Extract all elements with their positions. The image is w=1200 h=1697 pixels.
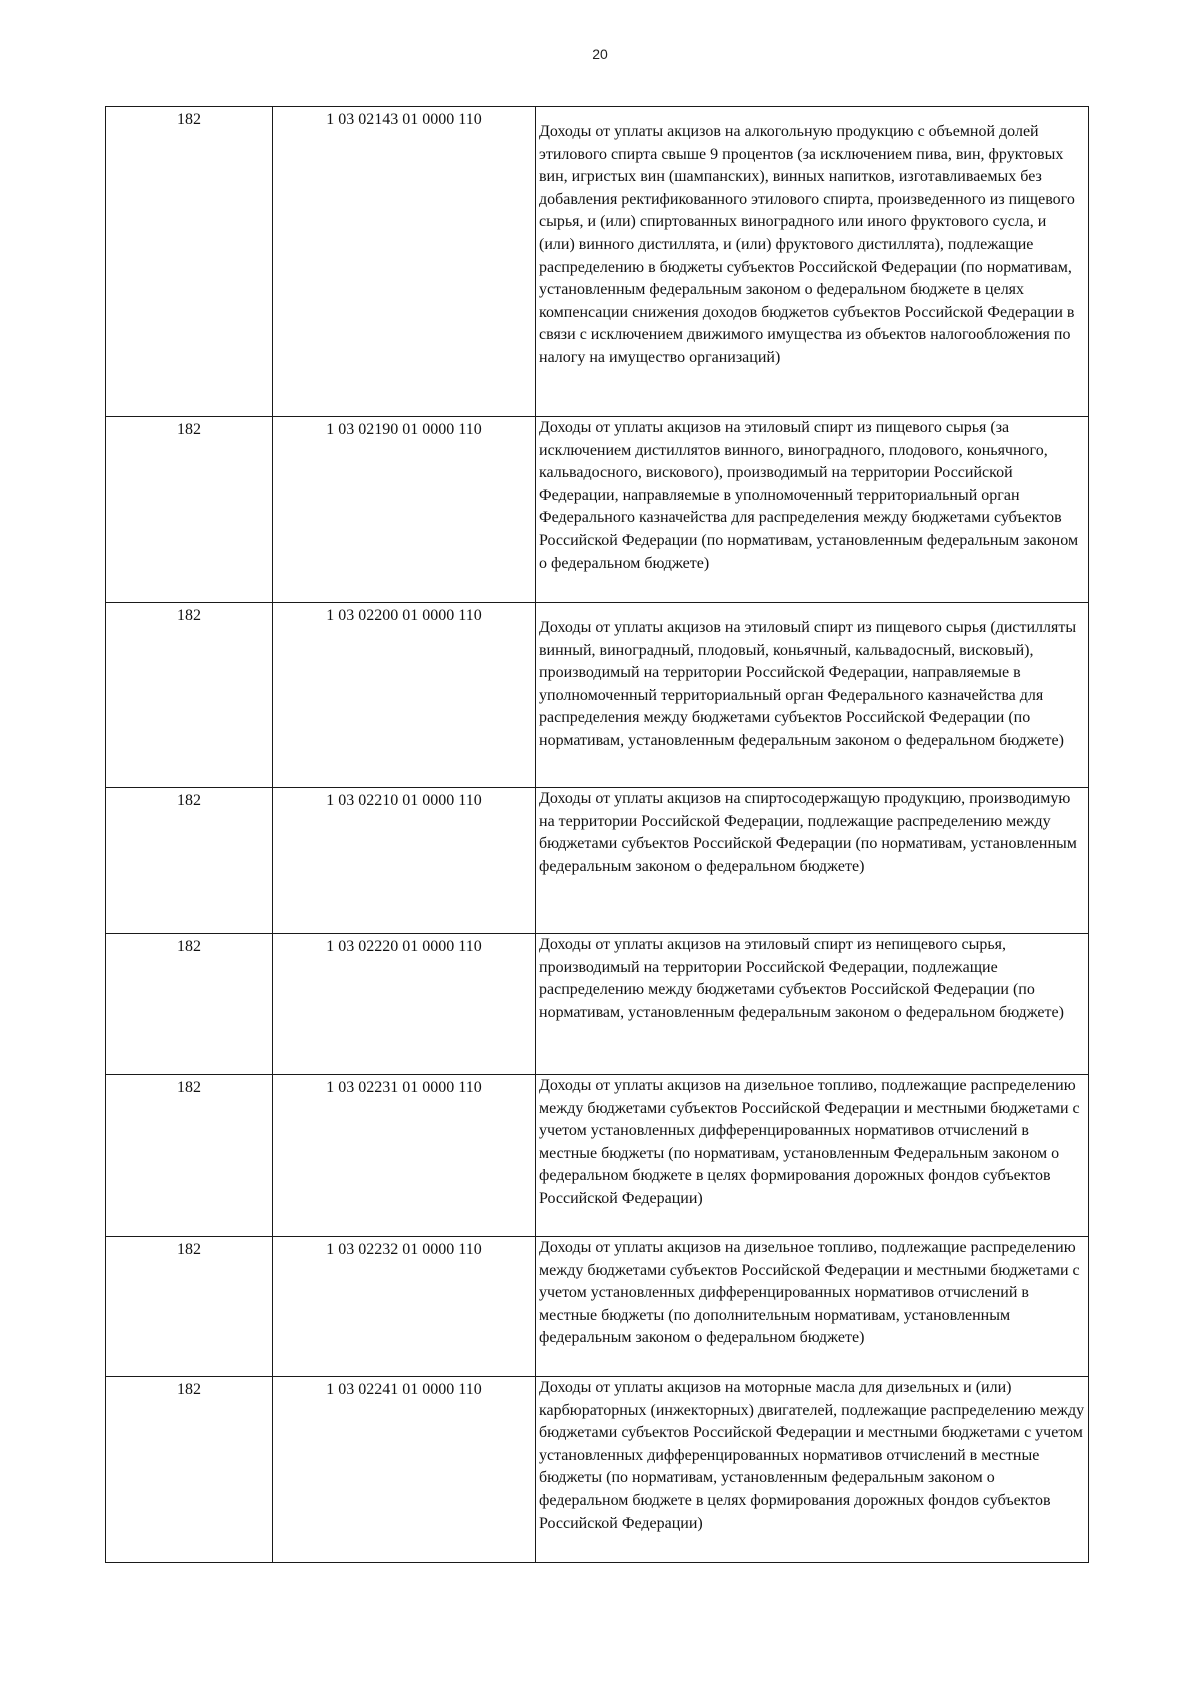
table-row xyxy=(106,1237,1089,1377)
admin-code-cell: 182 xyxy=(106,1377,273,1563)
table-row xyxy=(106,603,1089,788)
description-cell: Доходы от уплаты акцизов на спиртосодержащую продукцию, производимую на территории Российской Федерации, подлежащие распределению между бюджетами субъектов Российской Федерации (по нормативам, установленным федеральным законом о федеральном бюджете) xyxy=(536,788,1089,934)
admin-code-cell: 182 xyxy=(106,417,273,603)
description-cell: Доходы от уплаты акцизов на этиловый спирт из пищевого сырья (за исключением дистиллятов винного, виноградного, плодового, коньячного, кальвадосного, вискового), производимый на территории Российской Федерации, направляемые в уполномоченный территориальный орган Федерального казначейства для распределения между бюджетами субъектов Российской Федерации (по нормативам, установленным федеральным законом о федеральном бюджете) xyxy=(536,417,1089,603)
page-number: 20 xyxy=(592,46,608,62)
budget-classification-code-cell: 1 03 02190 01 0000 110 xyxy=(273,417,536,603)
table-row xyxy=(106,1075,1089,1237)
description-cell: Доходы от уплаты акцизов на дизельное топливо, подлежащие распределению между бюджетами субъектов Российской Федерации и местными бюджетами с учетом установленных дифференцированных нормативов отчислений в местные бюджеты (по нормативам, установленным Федеральным законом о федеральном бюджете в целях формирования дорожных фондов субъектов Российской Федерации) xyxy=(536,1075,1089,1237)
table-row xyxy=(106,417,1089,603)
description-cell: Доходы от уплаты акцизов на этиловый спирт из непищевого сырья, производимый на территории Российской Федерации, подлежащие распределению между бюджетами субъектов Российской Федерации (по нормативам, установленным федеральным законом о федеральном бюджете) xyxy=(536,934,1089,1075)
description-cell: Доходы от уплаты акцизов на этиловый спирт из пищевого сырья (дистилляты винный, виноградный, плодовый, коньячный, кальвадосный, висковый), производимый на территории Российской Федерации, направляемые в уполномоченный территориальный орган Федерального казначейства для распределения между бюджетами субъектов Российской Федерации (по нормативам, установленным федеральным законом о федеральном бюджете) xyxy=(536,603,1089,788)
budget-classification-code-cell: 1 03 02241 01 0000 110 xyxy=(273,1377,536,1563)
budget-classification-code-cell: 1 03 02200 01 0000 110 xyxy=(273,603,536,788)
admin-code-cell: 182 xyxy=(106,107,273,417)
admin-code-cell: 182 xyxy=(106,788,273,934)
revenue-codes-table xyxy=(105,106,1089,1563)
budget-classification-code-cell: 1 03 02220 01 0000 110 xyxy=(273,934,536,1075)
table-row xyxy=(106,934,1089,1075)
table-row xyxy=(106,1377,1089,1563)
admin-code-cell: 182 xyxy=(106,1237,273,1377)
budget-classification-code-cell: 1 03 02232 01 0000 110 xyxy=(273,1237,536,1377)
admin-code-cell: 182 xyxy=(106,1075,273,1237)
table-row xyxy=(106,107,1089,417)
admin-code-cell: 182 xyxy=(106,603,273,788)
description-cell: Доходы от уплаты акцизов на алкогольную продукцию с объемной долей этилового спирта свыше 9 процентов (за исключением пива, вин, фруктовых вин, игристых вин (шампанских), винных напитков, изготавливаемых без добавления ректификованного этилового спирта, произведенного из пищевого сырья, и (или) спиртованных виноградного или иного фруктового сусла, и (или) винного дистиллята, и (или) фруктового дистиллята), подлежащие распределению в бюджеты субъектов Российской Федерации (по нормативам, установленным федеральным законом о федеральном бюджете в целях компенсации снижения доходов бюджетов субъектов Российской Федерации в связи с исключением движимого имущества из объектов налогообложения по налогу на имущество организаций) xyxy=(536,107,1089,417)
description-cell: Доходы от уплаты акцизов на моторные масла для дизельных и (или) карбюраторных (инжекторных) двигателей, подлежащие распределению между бюджетами субъектов Российской Федерации и местными бюджетами с учетом установленных дифференцированных нормативов отчислений в местные бюджеты (по нормативам, установленным федеральным законом о федеральном бюджете в целях формирования дорожных фондов субъектов Российской Федерации) xyxy=(536,1377,1089,1563)
admin-code-cell: 182 xyxy=(106,934,273,1075)
table-row xyxy=(106,788,1089,934)
description-cell: Доходы от уплаты акцизов на дизельное топливо, подлежащие распределению между бюджетами субъектов Российской Федерации и местными бюджетами с учетом установленных дифференцированных нормативов отчислений в местные бюджеты (по дополнительным нормативам, установленным федеральным законом о федеральном бюджете) xyxy=(536,1237,1089,1377)
budget-classification-code-cell: 1 03 02231 01 0000 110 xyxy=(273,1075,536,1237)
budget-classification-code-cell: 1 03 02210 01 0000 110 xyxy=(273,788,536,934)
budget-classification-code-cell: 1 03 02143 01 0000 110 xyxy=(273,107,536,417)
